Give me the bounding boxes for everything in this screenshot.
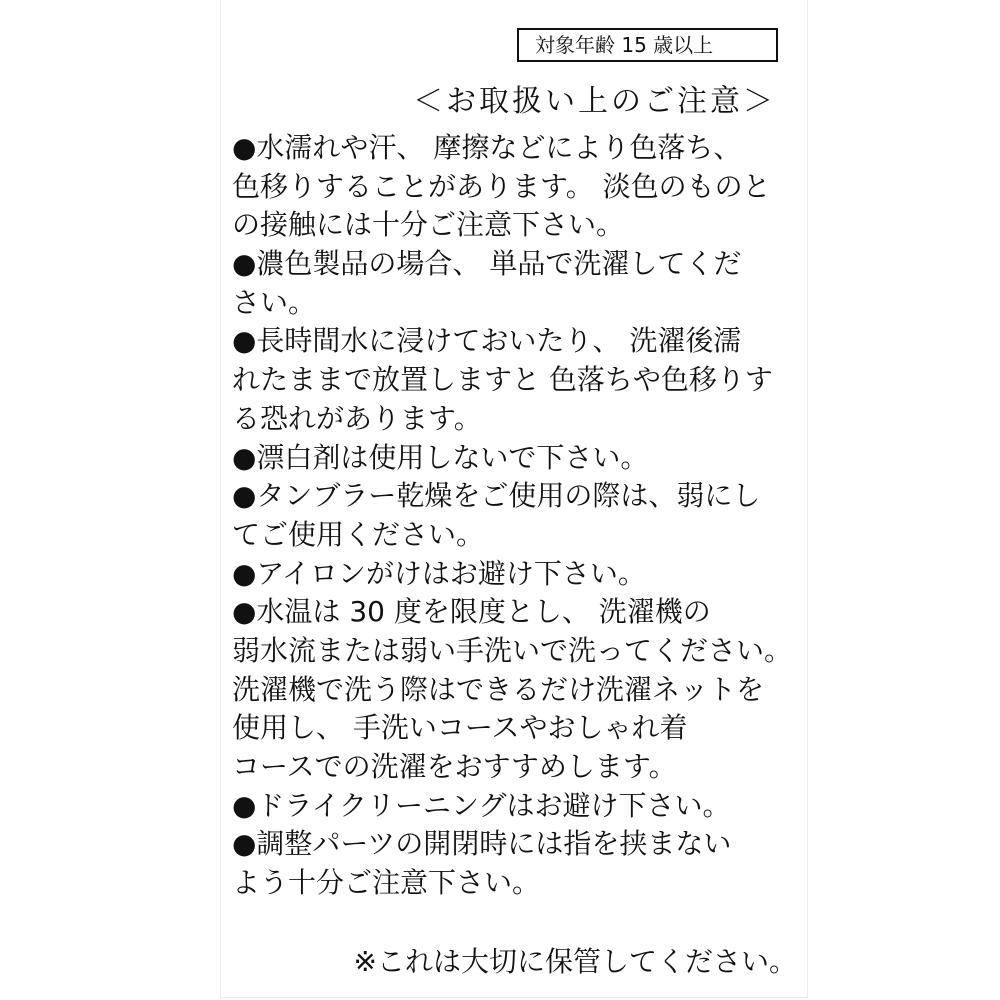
care-line: ●長時間水に浸けておいたり、 洗濯後濡	[232, 324, 742, 358]
care-line: ●タンブラー乾燥をご使用の際は、弱にし	[232, 479, 761, 513]
care-line: コースでの洗濯をおすすめします。	[232, 750, 677, 783]
care-line: よう十分ご注意下さい。	[232, 866, 541, 900]
care-line: 使用し、 手洗いコースやおしゃれ着	[232, 711, 688, 745]
age-rating-box: 対象年齢 15 歳以上	[517, 28, 778, 62]
storage-note: ※これは大切に保管してください。	[353, 945, 797, 978]
care-instructions	[232, 129, 802, 903]
care-line: ●水温は 30 度を限度とし、 洗濯機の	[232, 595, 711, 629]
care-line: ●アイロンがけはお避け下さい。	[232, 556, 646, 590]
care-line: ●調整パーツの開閉時には指を挟まない	[232, 827, 732, 861]
care-line: 色移りすることがあります。 淡色のものと	[232, 169, 771, 203]
care-line: ●漂白剤は使用しないで下さい。	[232, 440, 649, 474]
care-line: る恐れがあります。	[232, 401, 482, 435]
care-line: れたままで放置しますと 色落ちや色移りす	[232, 363, 773, 397]
care-line: の接触には十分ご注意下さい。	[232, 208, 625, 242]
care-line: さい。	[232, 285, 317, 319]
care-line: 弱水流または弱い手洗いで洗ってください。	[232, 633, 793, 667]
page-title: ＜お取扱い上のご注意＞	[413, 84, 776, 119]
care-line: 洗濯機で洗う際はできるだけ洗濯ネットを	[232, 672, 765, 706]
care-line: てご使用ください。	[232, 517, 485, 551]
care-line: ●水濡れや汗、 摩擦などにより色落ち、	[232, 131, 742, 164]
care-line: ●濃色製品の場合、 単品で洗濯してくだ	[232, 247, 742, 281]
care-line: ●ドライクリーニングはお避け下さい。	[232, 788, 731, 822]
